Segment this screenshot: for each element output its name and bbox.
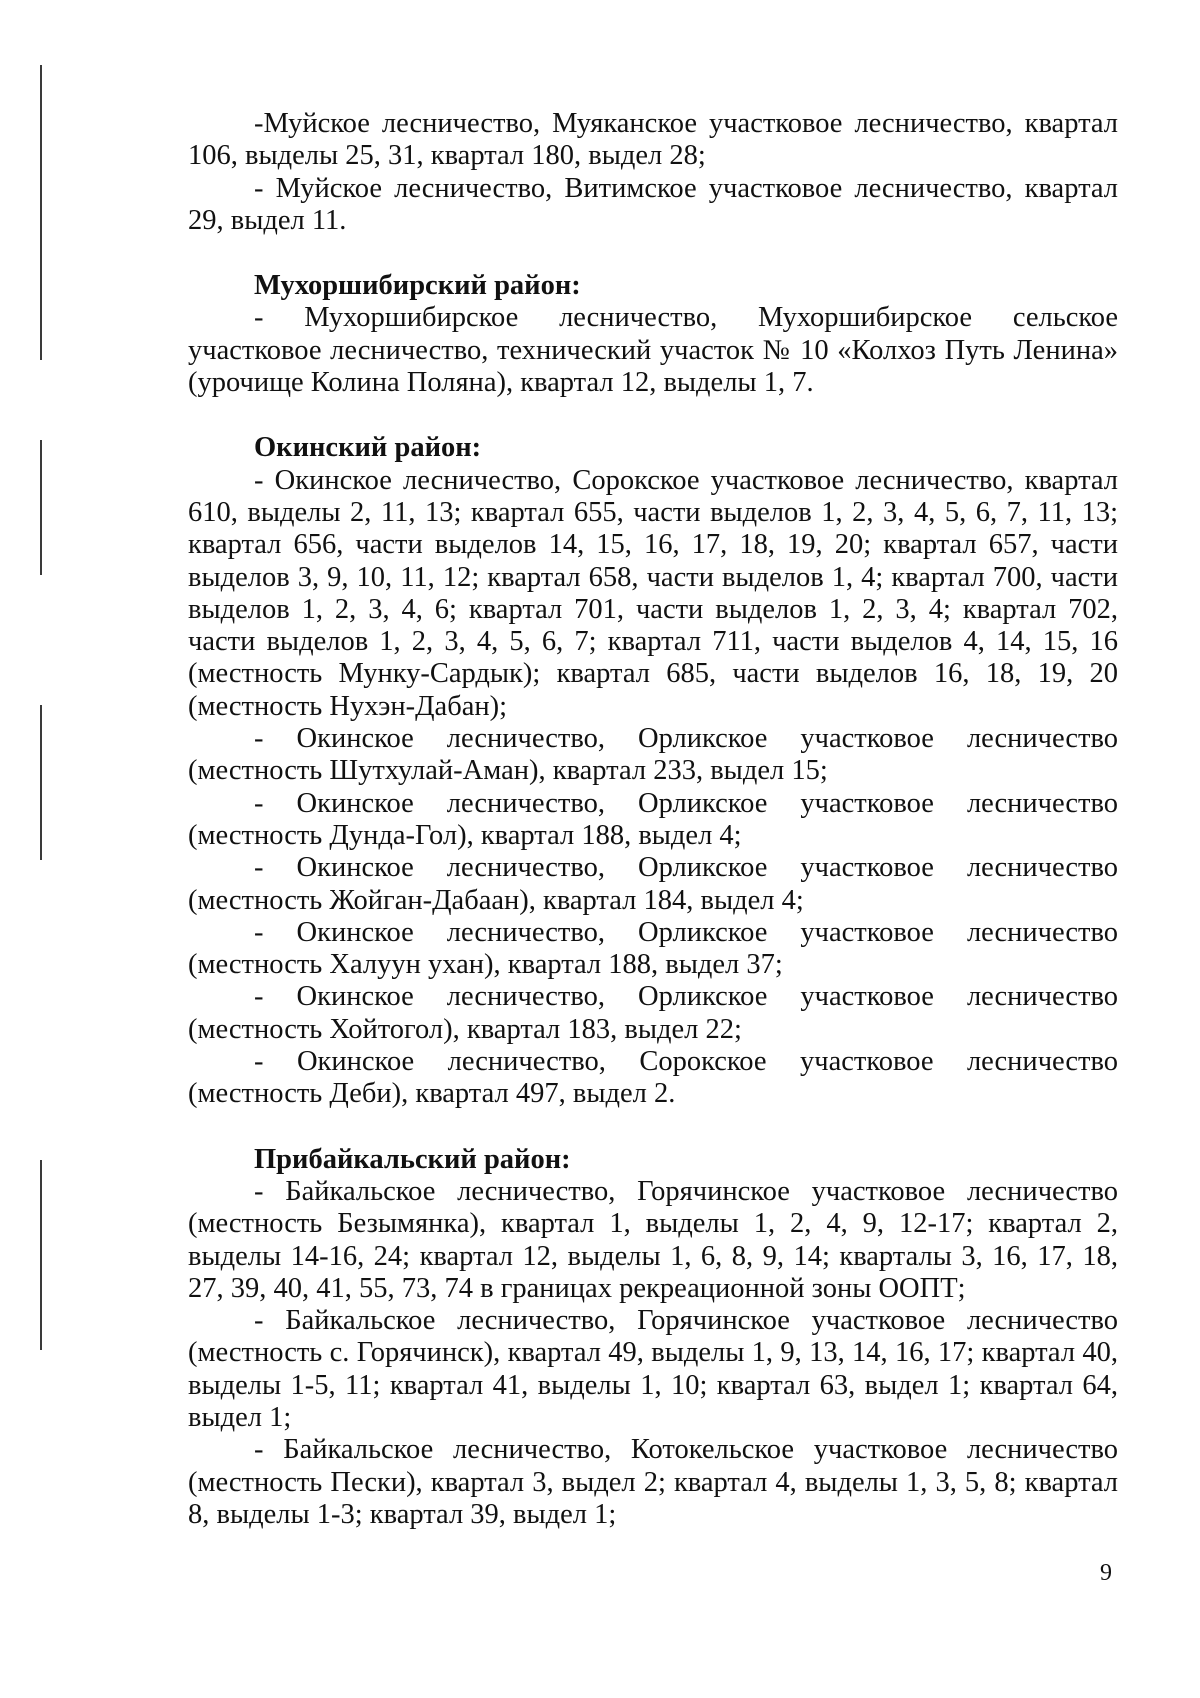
- scan-margin-line: [40, 705, 42, 860]
- paragraph: - Окинское лесничество, Сорокское участковое лесничество (местность Деби), квартал 497, выдел 2.: [188, 1046, 1118, 1110]
- paragraph: - Окинское лесничество, Орликское участковое лесничество (местность Шутхулай-Аман), квартал 233, выдел 15;: [188, 723, 1118, 787]
- paragraph: - Байкальское лесничество, Горячинское участковое лесничество (местность Безымянка), квартал 1, выделы 1, 2, 4, 9, 12-17; квартал 2, выделы 14-16, 24; квартал 12, выделы 1, 6, 8, 9, 14; кварталы 3, 16, 17, 18, 27, 39, 40, 41, 55, 73, 74 в границах рекреационной зоны ООПТ;: [188, 1175, 1118, 1304]
- paragraph: - Байкальское лесничество, Котокельское участковое лесничество (местность Пески), квартал 3, выдел 2; квартал 4, выделы 1, 3, 5, 8; квартал 8, выделы 1-3; квартал 39, выдел 1;: [188, 1434, 1118, 1530]
- scan-margin-line: [40, 1160, 42, 1350]
- paragraph: - Байкальское лесничество, Горячинское участковое лесничество (местность с. Горячинск), квартал 49, выделы 1, 9, 13, 14, 16, 17; квартал 40, выделы 1-5, 11; квартал 41, выделы 1, 10; квартал 63, выдел 1; квартал 64, выдел 1;: [188, 1305, 1118, 1433]
- section-heading: Мухоршибирский район:: [254, 270, 581, 302]
- paragraph: - Окинское лесничество, Сорокское участковое лесничество, квартал 610, выделы 2, 11, 13; квартал 655, части выделов 1, 2, 3, 4, 5, 6, 7, 11, 13; квартал 656, части выделов 14, 15, 16, 17, 18, 19, 20; квартал 657, части выделов 3, 9, 10, 11, 12; квартал 658, части выделов 1, 4; квартал 700, части выделов 1, 2, 3, 4, 6; квартал 701, части выделов 1, 2, 3, 4; квартал 702, части выделов 1, 2, 3, 4, 5, 6, 7; квартал 711, части выделов 4, 14, 15, 16 (местность Мунку-Сардык); квартал 685, части выделов 16, 18, 19, 20 (местность Нухэн-Дабан);: [188, 464, 1118, 722]
- paragraph: - Муйское лесничество, Витимское участковое лесничество, квартал 29, выдел 11.: [188, 172, 1118, 236]
- paragraph: - Окинское лесничество, Орликское участковое лесничество (местность Халуун ухан), квартал 188, выдел 37;: [188, 916, 1118, 981]
- scan-margin-line: [40, 65, 42, 360]
- section-heading: Прибайкальский район:: [254, 1143, 571, 1175]
- paragraph: - Окинское лесничество, Орликское участковое лесничество (местность Жойган-Дабаан), квартал 184, выдел 4;: [188, 852, 1118, 916]
- paragraph: - Мухоршибирское лесничество, Мухоршибирское сельское участковое лесничество, технический участок № 10 «Колхоз Путь Ленина» (урочище Колина Поляна), квартал 12, выделы 1, 7.: [188, 302, 1118, 399]
- paragraph: - Окинское лесничество, Орликское участковое лесничество (местность Хойтогол), квартал 183, выдел 22;: [188, 981, 1118, 1045]
- scan-margin-line: [40, 440, 42, 575]
- paragraph: - Окинское лесничество, Орликское участковое лесничество (местность Дунда-Гол), квартал 188, выдел 4;: [188, 787, 1118, 851]
- section-heading: Окинский район:: [254, 432, 482, 464]
- document-body: [188, 108, 1118, 1531]
- page-number: 9: [1100, 1560, 1112, 1586]
- paragraph: -Муйское лесничество, Муяканское участковое лесничество, квартал 106, выделы 25, 31, квартал 180, выдел 28;: [188, 108, 1118, 172]
